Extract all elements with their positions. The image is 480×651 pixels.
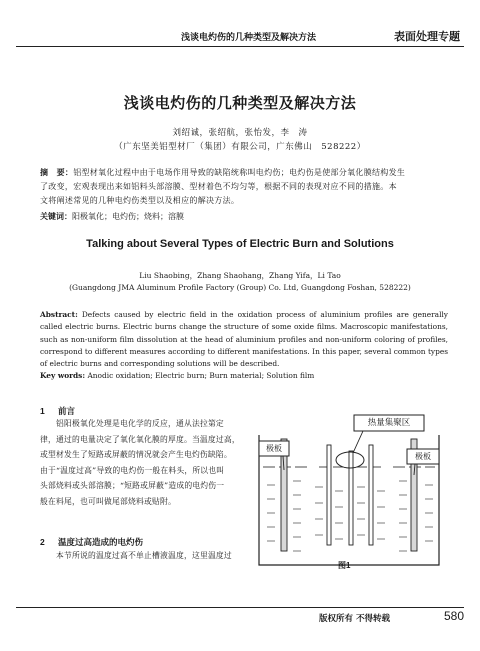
profile-workpiece-right	[369, 445, 373, 545]
figure-caption: 图1	[338, 561, 351, 570]
english-abstract-text: Defects caused by electric field in the oxidation process of aluminium profiles are generally called electric burns. Electric burns change the structure of some oxide films. Macroscopic manifestations, such as non-uniform film dissolution at the head of aluminium profiles and non-uniform coloring of profiles, correspond to different measures according to different manifestations. In this paper, several common types of electric burns and corresponding solutions will be described.	[40, 310, 448, 369]
section-name: 表面处理专题	[394, 30, 460, 43]
section-title: 前言	[58, 406, 76, 416]
body-line: 律，通过的电量决定了氧化氧化膜的厚度。当温度过高，	[40, 434, 240, 444]
section-number: 1	[40, 406, 45, 416]
chinese-abstract-label: 摘 要：	[40, 167, 74, 177]
section-number: 2	[40, 537, 45, 547]
english-affiliation: (Guangdong JMA Aluminum Profile Factory (Group) Co. Ltd, Guangdong Foshan, 528222)	[69, 283, 411, 292]
profile-workpiece-left	[327, 445, 331, 545]
left-plate-label: 极板	[266, 444, 282, 453]
section-title: 温度过高造成的电灼伤	[58, 537, 144, 547]
chinese-abstract-line	[40, 165, 448, 180]
english-keywords-label: Key words:	[40, 371, 86, 380]
figure-1	[253, 395, 448, 575]
body-line: 由于“温度过高”导致的电灼伤一般在料头，所以也叫	[40, 465, 225, 475]
english-keywords	[40, 370, 448, 382]
english-abstract-label: Abstract:	[40, 310, 78, 319]
chinese-abstract-line: 文将阐述常见的几种电灼伤类型以及相应的解决方法。	[40, 196, 240, 205]
body-line: 头部烧料或头部溶膜；“短路或屏蔽”造成的电灼伤一	[40, 481, 225, 490]
body-line: 本节所说的温度过高不单止槽液温度，这里温度过	[56, 551, 232, 560]
english-title: Talking about Several Types of Electric Burn and Solutions	[86, 238, 394, 250]
body-line: 或型材发生了短路或屏蔽的情况就会产生电灼伤缺陷。	[40, 450, 232, 459]
header-rule	[16, 46, 464, 47]
footer-rule	[16, 607, 464, 608]
section-heading-2	[40, 536, 143, 548]
body-line: 般在料尾，也可叫做尾部烧料或贴附。	[40, 496, 176, 506]
section-1-body	[40, 416, 250, 509]
chinese-abstract-text-1: 铝型材氧化过程中由于电场作用导致的缺陷统称叫电灼伤；电灼伤是使部分氧化膜结构发生	[73, 168, 406, 177]
english-abstract	[40, 309, 448, 370]
chinese-authors: 刘绍诚，张绍航，张怡发，李 涛	[172, 128, 308, 138]
chinese-keywords-label: 关键词：	[40, 211, 72, 221]
chinese-affiliation: （广东坚美铝型材厂（集团）有限公司，广东佛山 528222）	[114, 142, 366, 152]
right-plate-label: 极板	[415, 452, 431, 461]
running-header	[16, 30, 464, 46]
english-keywords-text: Anodic oxidation; Electric burn; Burn material; Solution film	[87, 371, 315, 380]
heat-zone-label: 热量集聚区	[367, 418, 411, 428]
copyright-notice: 版权所有 不得转载	[319, 614, 390, 624]
chinese-title: 浅谈电灼伤的几种类型及解决方法	[123, 94, 357, 112]
running-title: 浅谈电灼伤的几种类型及解决方法	[181, 33, 317, 43]
page-number: 580	[443, 609, 464, 623]
body-line: 铝阳极氧化处理是电化学的反应，通从法拉第定	[56, 419, 224, 428]
chinese-keywords	[40, 210, 448, 223]
heat-zone-pointer	[353, 431, 363, 453]
english-authors: Liu Shaobing，Zhang Shaohang，Zhang Yifa，Li Tao	[139, 271, 341, 280]
section-2-body	[40, 548, 250, 564]
chinese-abstract	[40, 165, 448, 208]
profile-workpiece-middle	[349, 451, 353, 545]
chinese-abstract-line: 了改变，宏观表现出来如铝料头部溶膜、型材着色不均匀等，根据不同的表现对应不同的措施。本	[40, 182, 397, 191]
chinese-keywords-text: 阳极氧化；电灼伤；烧料；溶膜	[72, 212, 184, 221]
